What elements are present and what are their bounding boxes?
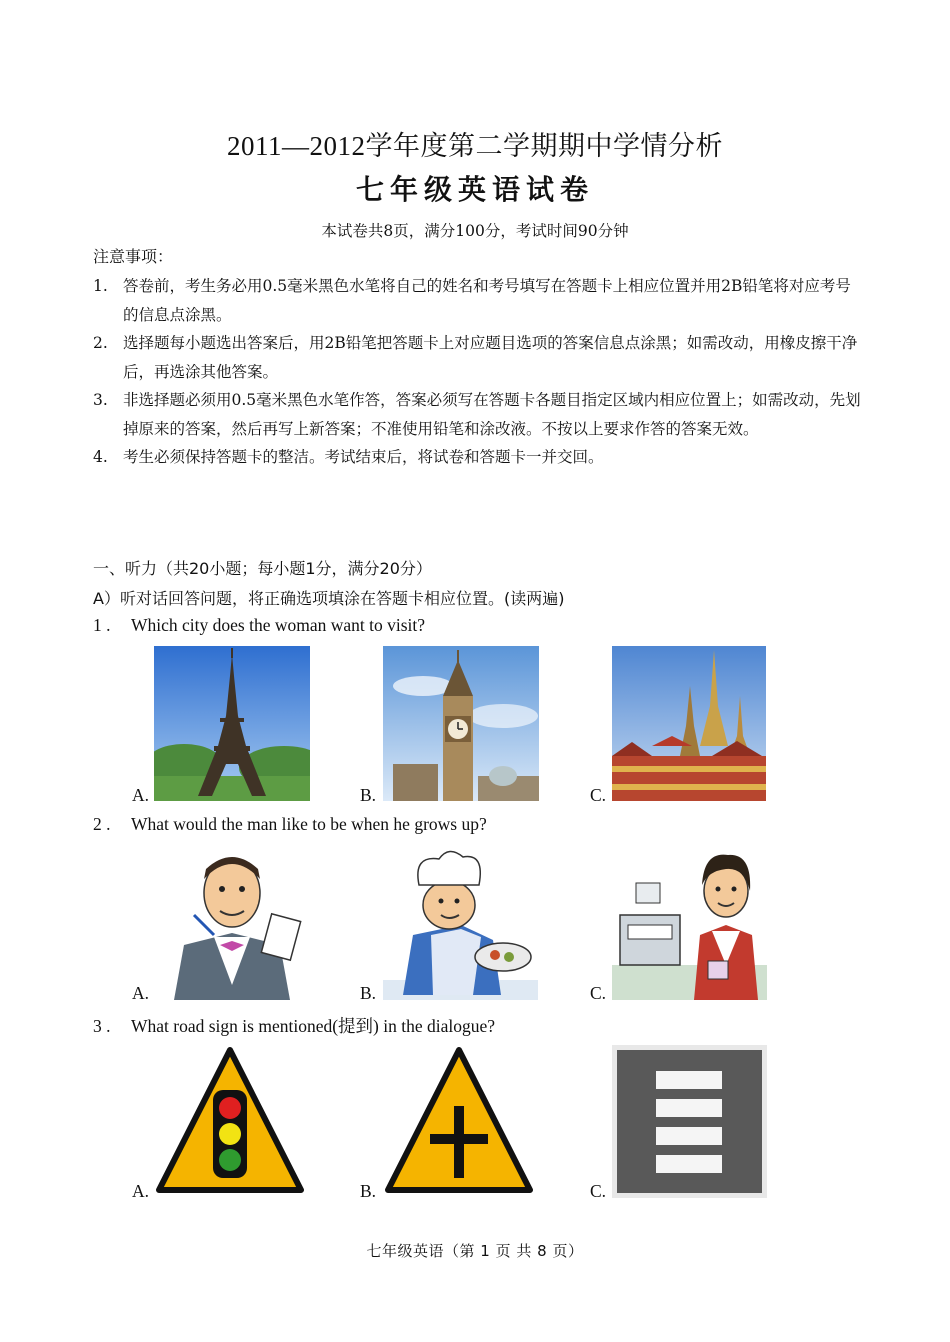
question-text: What road sign is mentioned(提到) in the dialogue? [131, 1016, 496, 1036]
cashier-icon[interactable] [612, 845, 767, 1000]
question-3 [93, 1013, 495, 1038]
option-label: A. [132, 1181, 150, 1201]
note-text: 考生必须保持答题卡的整洁。考试结束后，将试卷和答题卡一并交回。 [123, 448, 604, 466]
note-number: 2. [93, 334, 108, 352]
section-heading: 一、听力（共20小题；每小题1分，满分20分） [93, 559, 432, 578]
question-number: 1 . [93, 615, 111, 635]
zebra-crossing-sign-icon[interactable] [612, 1045, 767, 1198]
option-label: B. [360, 983, 377, 1003]
option-label: C. [590, 785, 607, 805]
exam-meta: 本试卷共8页，满分100分，考试时间90分钟 [321, 222, 629, 240]
note-text: 非选择题必须用0.5毫米黑色水笔作答，答案必须写在答题卡各题目指定区域内相应位置上；如需改动，先划掉原来的答案，然后再写上新答案；不准使用铅笔和涂改液。不按以上要求作答的答案无效。 [123, 391, 861, 438]
exam-subtitle: 七年级英语试卷 [355, 173, 594, 206]
option-label: A. [132, 983, 150, 1003]
question-number: 2 . [93, 814, 111, 834]
chef-icon[interactable] [383, 845, 538, 1000]
eiffel-tower-icon[interactable] [154, 646, 310, 801]
question-2 [93, 814, 487, 835]
thai-temple-icon[interactable] [612, 646, 766, 801]
option-label: C. [590, 983, 607, 1003]
big-ben-icon[interactable] [383, 646, 539, 801]
question-text: Which city does the woman want to visit? [131, 615, 426, 635]
option-label: C. [590, 1181, 607, 1201]
note-number: 1. [93, 277, 108, 295]
option-label: B. [360, 1181, 377, 1201]
note-text: 答卷前，考生务必用0.5毫米黑色水笔将自己的姓名和考号填写在答题卡上相应位置并用2B铅笔将对应考号的信息点涂黑。 [123, 277, 851, 324]
question-1 [93, 615, 425, 636]
waiter-icon[interactable] [154, 845, 310, 1000]
question-number: 3 . [93, 1016, 111, 1036]
note-text: 选择题每小题选出答案后，用2B铅笔把答题卡上对应题目选项的答案信息点涂黑；如需改动，用橡皮擦干净后，再选涂其他答案。 [123, 334, 858, 381]
traffic-light-sign-icon[interactable] [155, 1046, 305, 1194]
option-label: A. [132, 785, 150, 805]
option-label: B. [360, 785, 377, 805]
note-item [93, 272, 863, 329]
notes-heading: 注意事项： [93, 247, 174, 266]
note-item [93, 329, 863, 386]
crossroad-sign-icon[interactable] [384, 1046, 534, 1194]
note-number: 3. [93, 391, 108, 409]
exam-title: 2011—2012学年度第二学期期中学情分析 [227, 131, 723, 161]
note-item [93, 386, 863, 443]
question-text: What would the man like to be when he grows up? [131, 814, 487, 834]
note-item [93, 443, 863, 472]
notes-list [93, 272, 863, 472]
page-footer: 七年级英语（第 1 页 共 8 页） [366, 1242, 584, 1260]
note-number: 4. [93, 448, 108, 466]
part-a-instructions: A）听对话回答问题，将正确选项填涂在答题卡相应位置。(读两遍) [93, 589, 565, 608]
